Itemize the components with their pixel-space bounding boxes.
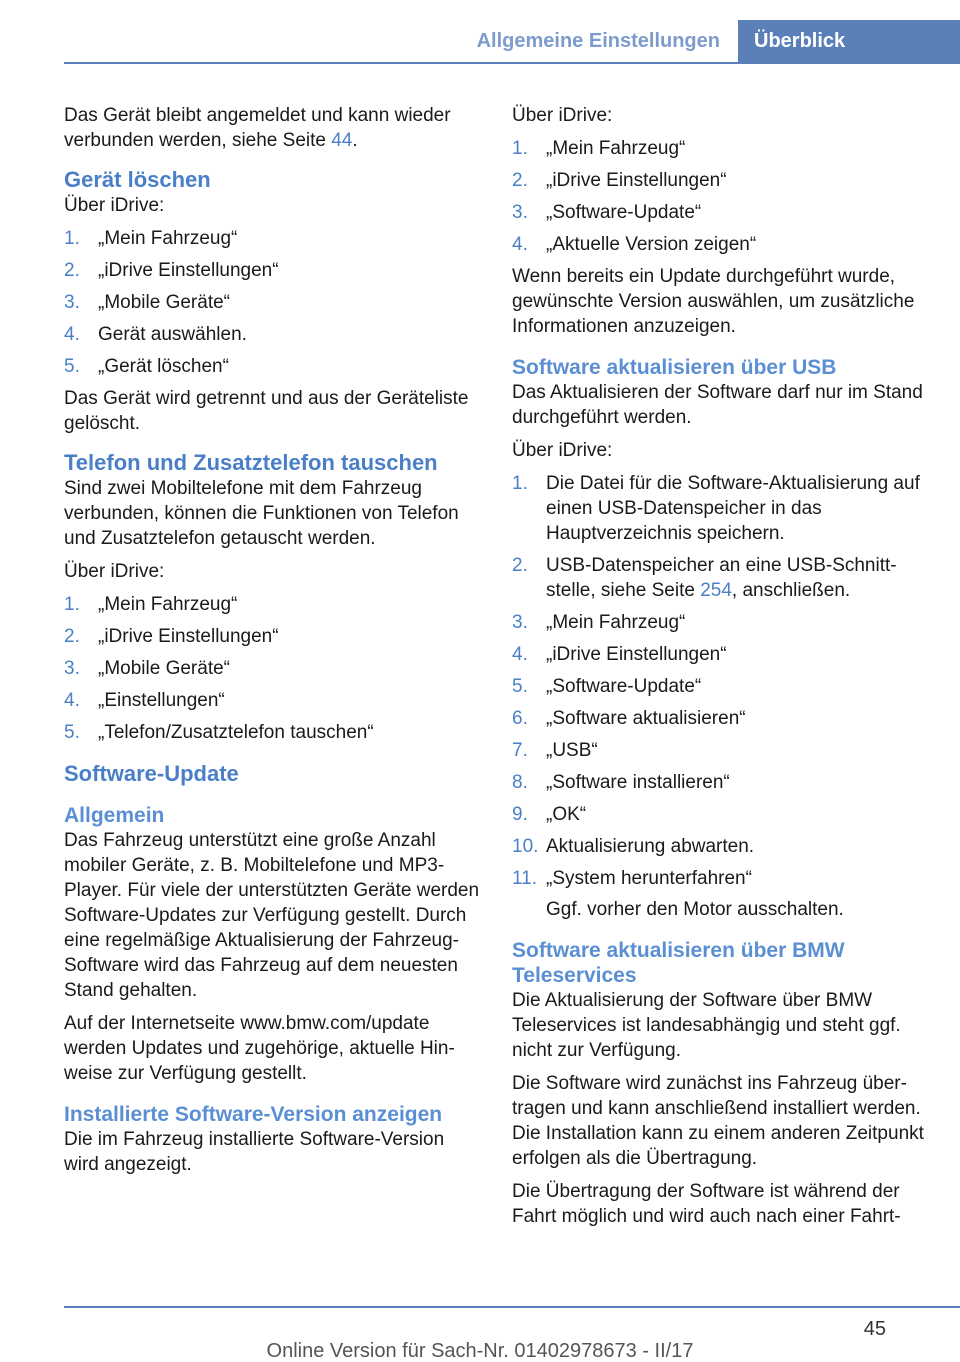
list-item: 3. „Software-Update“ xyxy=(512,202,702,223)
lead-idrive: Über iDrive: xyxy=(512,105,613,126)
page-link-254[interactable]: 254 xyxy=(700,580,732,601)
teleservices-paragraph-1: Die Aktualisierung der Software über BMW Teleservices ist landesabhängig und steht ggf. nicht zur Verfügung. xyxy=(512,990,901,1061)
list-item: 4. „Aktuelle Version zeigen“ xyxy=(512,234,757,255)
list-item: 1. „Mein Fahrzeug“ xyxy=(512,138,686,159)
heading-teleservices: Software aktualisieren über BMW Teleservices xyxy=(512,939,845,987)
geraet-loeschen-result: Das Gerät wird getrennt und aus der Geräteliste gelöscht. xyxy=(64,388,469,434)
list-item: 10. Aktualisierung abwarten. xyxy=(512,836,755,857)
header-section-title: Allgemeine Einstellungen xyxy=(476,30,720,52)
lead-idrive: Über iDrive: xyxy=(64,195,165,216)
list-item: 1. Die Datei für die Software-Aktualisierung auf einen USB-Datenspeicher in das Hauptverzeichnis speichern. xyxy=(512,473,920,544)
allgemein-paragraph-2: Auf der Internetseite www.bmw.com/update werden Updates und zugehörige, aktuelle Hinweise zur Verfügung gestellt. xyxy=(64,1013,455,1084)
left-column xyxy=(64,103,480,1185)
lead-idrive: Über iDrive: xyxy=(64,561,165,582)
page-number: 45 xyxy=(863,1318,886,1340)
heading-telefon-tauschen: Telefon und Zusatztelefon tauschen xyxy=(64,450,438,475)
heading-installierte-version: Installierte Software-Version anzeigen xyxy=(64,1103,443,1126)
telefon-tauschen-body: Sind zwei Mobiltelefone mit dem Fahrzeug verbunden, können die Funktionen von Telefon und Zusatztelefon getauscht werden. xyxy=(64,478,459,549)
list-item: 4. „Einstellungen“ xyxy=(64,690,225,711)
list-item: 5. „Gerät löschen“ xyxy=(64,356,229,377)
header-rule xyxy=(64,62,960,64)
list-item: 4. „iDrive Einstellungen“ xyxy=(512,644,727,665)
list-item: 2. USB-Datenspeicher an eine USB-Schnittstelle, siehe Seite 254, anschließen. xyxy=(512,555,897,601)
lead-idrive: Über iDrive: xyxy=(512,440,613,461)
header-tab: Überblick xyxy=(738,20,960,62)
list-item: 1. „Mein Fahrzeug“ xyxy=(64,228,238,249)
list-item: 11. „System herunterfahren“ xyxy=(512,868,752,889)
heading-geraet-loeschen: Gerät löschen xyxy=(64,167,211,192)
steps-usb xyxy=(512,471,928,891)
heading-usb: Software aktualisieren über USB xyxy=(512,356,837,379)
list-item: 1. „Mein Fahrzeug“ xyxy=(64,594,238,615)
intro-paragraph: Das Gerät bleibt angemeldet und kann wieder verbunden werden, siehe Seite 44. xyxy=(64,105,451,151)
page-link-44[interactable]: 44 xyxy=(331,130,353,151)
steps-geraet-loeschen xyxy=(64,226,480,379)
installierte-version-paragraph: Die im Fahrzeug installierte Software-Version wird angezeigt. xyxy=(64,1129,445,1175)
list-item: 9. „OK“ xyxy=(512,804,587,825)
heading-software-update: Software-Update xyxy=(64,761,239,786)
version-after-paragraph: Wenn bereits ein Update durchgeführt wurde, gewünschte Version auswählen, um zusätzliche Informationen anzuzeigen. xyxy=(512,266,915,337)
steps-telefon-tauschen xyxy=(64,592,480,745)
list-item: 3. „Mobile Geräte“ xyxy=(64,658,230,679)
list-item: 7. „USB“ xyxy=(512,740,598,761)
footer-rule xyxy=(64,1306,960,1308)
allgemein-paragraph-1: Das Fahrzeug unterstützt eine große Anzahl mobiler Geräte, z. B. Mobiltelefone und MP3-Player. Für viele der unterstützten Geräte werden Software-Updates zur Verfügung gestellt. Durch eine regelmäßige Aktualisierung der Fahrzeug-Software wird das Fahrzeug auf dem neuesten Stand gehalten. xyxy=(64,830,480,1001)
list-item: 4. Gerät auswählen. xyxy=(64,324,247,345)
list-item: 5. „Telefon/Zusatztelefon tauschen“ xyxy=(64,722,374,743)
list-item: 3. „Mein Fahrzeug“ xyxy=(512,612,686,633)
heading-allgemein: Allgemein xyxy=(64,804,165,827)
usb-body: Das Aktualisieren der Software darf nur im Stand durchgeführt werden. xyxy=(512,382,923,428)
list-item: 2. „iDrive Einstellungen“ xyxy=(512,170,727,191)
footer-text: Online Version für Sach-Nr. 01402978673 - II/17 xyxy=(266,1340,694,1362)
teleservices-paragraph-2: Die Software wird zunächst ins Fahrzeug übertragen und kann anschließend installiert werden. Die Installation kann zu einem anderen Zeitpunkt erfolgen als die Übertragung. xyxy=(512,1073,924,1169)
list-item: 2. „iDrive Einstellungen“ xyxy=(64,260,279,281)
list-item: 5. „Software-Update“ xyxy=(512,676,702,697)
list-item: 2. „iDrive Einstellungen“ xyxy=(64,626,279,647)
list-item: 3. „Mobile Geräte“ xyxy=(64,292,230,313)
usb-note: Ggf. vorher den Motor ausschalten. xyxy=(546,899,844,920)
list-item: 6. „Software aktualisieren“ xyxy=(512,708,746,729)
teleservices-paragraph-3: Die Übertragung der Software ist während der Fahrt möglich und wird auch nach einer Fahrt- xyxy=(512,1181,901,1227)
steps-version-anzeigen xyxy=(512,136,928,257)
page-header xyxy=(0,0,960,62)
right-column xyxy=(512,103,928,1237)
list-item: 8. „Software installieren“ xyxy=(512,772,730,793)
